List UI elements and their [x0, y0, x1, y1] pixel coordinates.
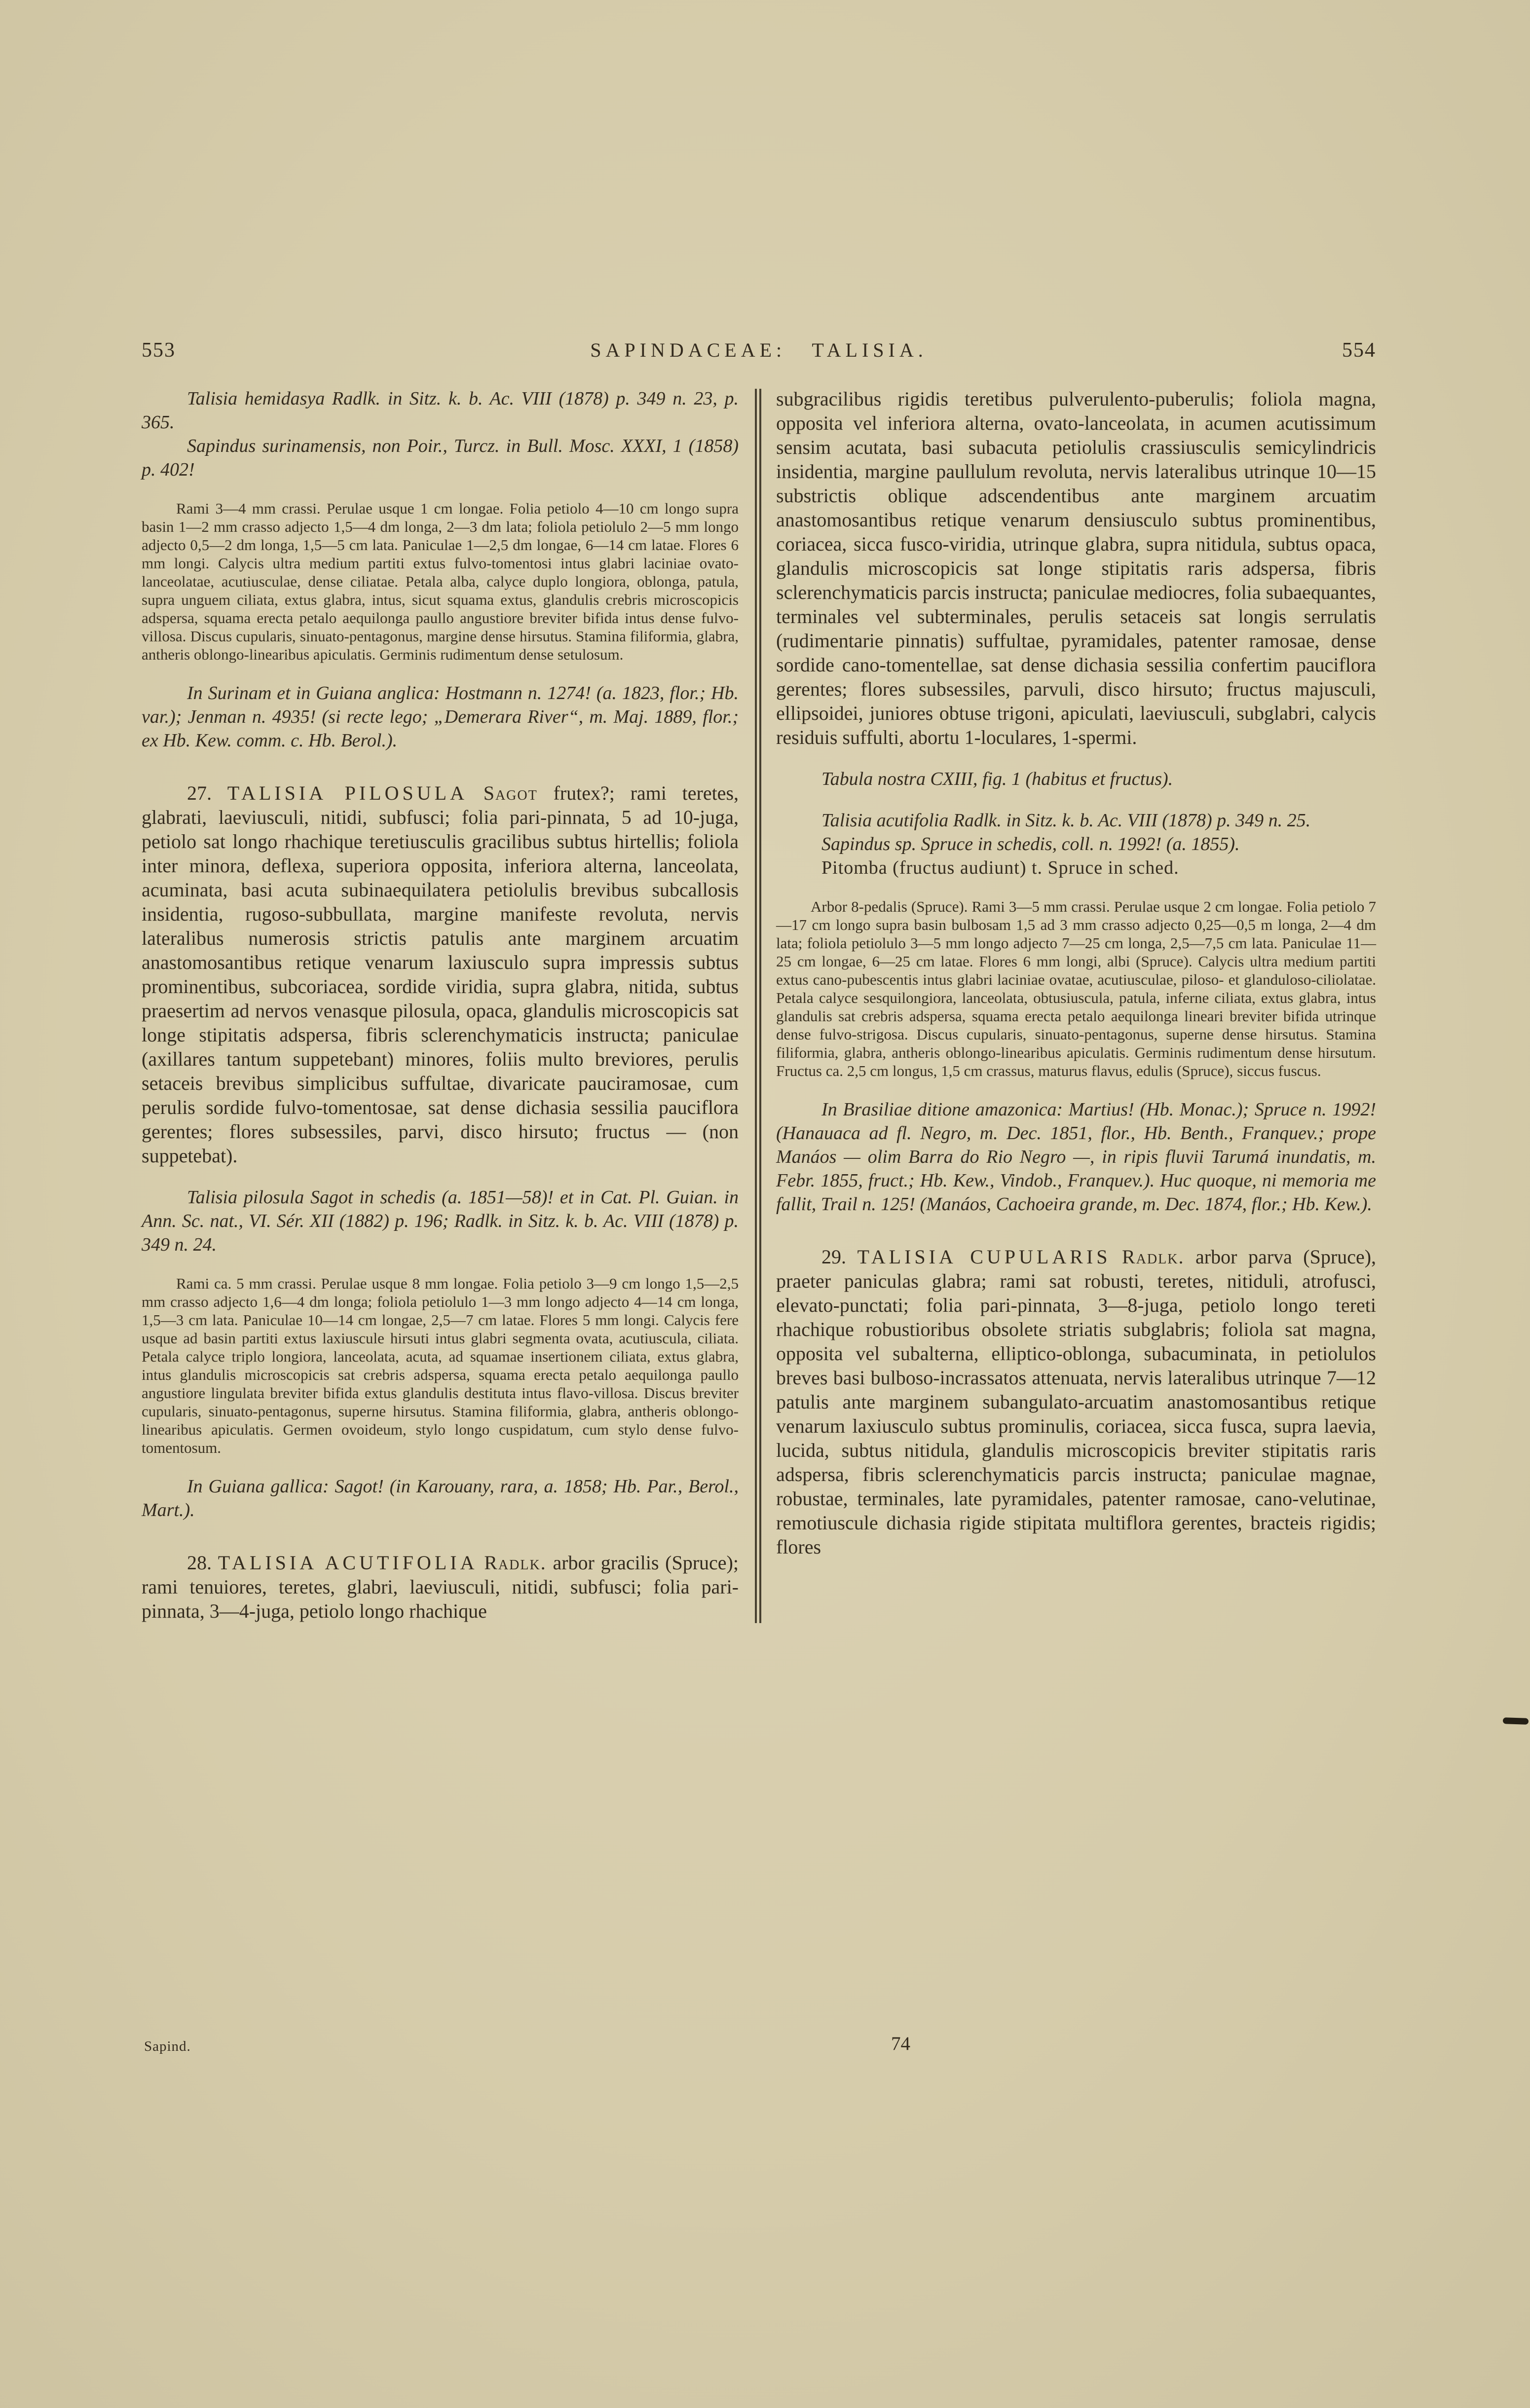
scan-artifact-mark — [1503, 1717, 1529, 1725]
species-entry-28-talisia-acutifolia — [142, 1551, 739, 1623]
species-28-diagnosis-start: arbor gracilis (Spruce); rami tenuiores, teretes, glabri, laeviusculi, nitidi, subfusci; folia pari-pinnata, 3—4-juga, petiolo longo rhachique — [142, 1552, 739, 1622]
printer-signature: Sapind. — [144, 2038, 191, 2054]
species-28-name: TALISIA ACUTIFOLIA — [218, 1552, 478, 1574]
species-27-number: 27. — [187, 782, 212, 804]
species-29-number: 29. — [821, 1246, 846, 1268]
text-block — [142, 387, 1376, 1623]
synonymy-sapindus-surinamensis: Sapindus surinamensis, non Poir., Turcz. in Bull. Mosc. XXXI, 1 (1858) p. 402! — [142, 436, 739, 480]
species-29-name: TALISIA CUPULARIS — [857, 1246, 1111, 1268]
distribution-talisia-acutifolia: In Brasiliae ditione amazonica: Martius! (Hb. Monac.); Spruce n. 1992! (Hanauaca ad fl. Negro, m. Dec. 1851, flor., Hb. Benth., Franquev.; prope Manáos — olim Barra do Rio Negro —, in ripis fluvii Tarumá inundatis, m. Febr. 1855, fruct.; Hb. Kew., Vindob., Franquev.). Huc quoque, ni memoria me fallit, Trail n. 125! (Manáos, Cachoeira grande, m. Dec. 1874, flor.; Hb. Kew.). — [776, 1099, 1376, 1215]
species-29-diagnosis: arbor parva (Spruce), praeter paniculas glabra; rami sat robusti, teretes, nitiduli, atrofusci, elevato-punctati; folia pari-pinnata, 3—8-juga, petiolo longo tereti rhachique robustioribus obsolete striatis subglabris; foliola sat magna, opposita vel subalterna, elliptico-oblonga, subacuminata, in petiolulos breves basi bulboso-incrassatos attenuata, nervis lateralibus utrinque 7—12 patulis ante marginem subangulato-arcuatim anastomosantibus retique venarum laxiusculo subtus prominulis, coriacea, sicca fusca, supra laevia, lucida, subtus nitidula, glandulis microscopicis breviter stipitatis raris adspersa, fibris sclerenchymaticis parcis instructa; paniculae magnae, robustae, terminales, late pyramidales, patenter ramosae, cano-velutinae, remotiuscule dichasia rigide stipitata multiflora gerentes, bracteis rigidis; flores — [776, 1246, 1377, 1558]
column-divider-double-rule — [755, 389, 761, 1623]
species-27-name: TALISIA PILOSULA — [227, 782, 468, 804]
description-talisia-pilosula: Rami ca. 5 mm crassi. Perulae usque 8 mm longae. Folia petiolo 3—9 cm longo 1,5—2,5 mm crasso adjecto 1,6—4 dm longa; foliola petiolulo 1—3 mm longo adjecto 4—14 cm longa, 1,5—3 cm lata. Paniculae 10—14 cm longae, 2,5—7 cm latae. Flores 5 mm longi. Calycis fere usque ad basin partiti extus laxiuscule hirsuti intus glabri segmenta ovata, acutiuscula, ciliata. Petala calyce triplo longiora, lanceolata, acuta, ad squamae insertionem ciliata, extus glabra, intus glandulis microscopicis sat crebris adspersa, squama erecta petalo aequilonga paullo angustiore lingulata breviter bifida extus glandulis destituta intus flavo-villosa. Discus breviter cupularis, sinuato-pentagonus, superne hirsutus. Stamina filiformia, glabra, antheris oblongo-linearibus apiculatis. Germen ovoideum, stylo longo cuspidatum, cum stylo dense fulvo-tomentosum. — [142, 1275, 739, 1456]
species-27-diagnosis: frutex?; rami teretes, glabrati, laeviusculi, nitidi, subfusci; folia pari-pinnata, 5 ad 10-juga, petiolo sat longo rhachique teretiusculis gracilibus subtus hirtellis; foliola inter minora, deflexa, superiora opposita, inferiora alterna, lanceolata, acuminata, basi acuta subinaequilatera petiolulis brevibus subcallosis insidentia, rugoso-subbullata, margine manifeste revoluta, nervis lateralibus numerosis strictis patulis ante marginem arcuatim anastomosantibus retique venarum laxiusculo supra impressis subtus prominentibus, subcoriacea, sordide viridia, supra glabra, nitida, subtus praesertim ad nervos venasque pilosula, opaca, glandulis microscopicis sat longe stipitatis adspersa, fibris sclerenchymaticis instructa; paniculae (axillares tantum suppetebant) minores, foliis multo breviores, perulis setaceis brevibus simplicibus suffultae, divaricate pauciramosae, cum perulis sordide fulvo-tomentosae, sat dense dichasia sessilia pauciflora gerentes; flores subsessiles, parvi, disco hirsuto; fructus — (non suppetebat). — [142, 782, 739, 1167]
species-27-author: Sagot — [483, 782, 538, 804]
left-column — [142, 387, 739, 1623]
column-number-left: 553 — [142, 339, 176, 362]
species-entry-29-talisia-cupularis — [776, 1245, 1376, 1559]
distribution-talisia-pilosula: In Guiana gallica: Sagot! (in Karouany, rara, a. 1858; Hb. Par., Berol., Mart.). — [142, 1476, 739, 1520]
species-28-diagnosis-continued: subgracilibus rigidis teretibus pulverulento-puberulis; foliola magna, opposita vel inferiora alterna, ovato-lanceolata, in acumen acutissimum sensim acutata, basi subacuta petiolulis crassiusculis semicylindricis insidentia, margine paullulum revoluta, nervis lateralibus utrinque 10—15 substrictis oblique adscendentibus ante marginem arcuatim anastomosantibus retique venarum densiusculo subtus prominentibus, coriacea, sicca fusco-viridia, utrinque glabra, supra nitidula, subtus opaca, glandulis microscopicis sat longe stipitatis raris adspersa, fibris sclerenchymaticis parcis instructa; paniculae mediocres, folia subaequantes, terminales vel subterminales, perulis setaceis sat longis serrulatis (rudimentarie pinnatis) suffultae, pyramidales, patenter ramosae, dense sordide cano-tomentellae, sat dense dichasia sessilia confertim pauciflora gerentes; flores subsessiles, parvuli, disco hirsuto; fructus majusculi, ellipsoidei, juniores obtuse trigoni, apiculati, laeviusculi, subglabri, calycis residuis suffulti, abortu 1-loculares, 1-spermi. — [776, 388, 1376, 748]
synonymy-talisia-hemidasya: Talisia hemidasya Radlk. in Sitz. k. b. Ac. VIII (1878) p. 349 n. 23, p. 365. — [142, 388, 739, 433]
running-head — [142, 338, 1376, 362]
right-column — [776, 387, 1376, 1623]
species-28-author: Radlk. — [484, 1552, 547, 1574]
column-number-right: 554 — [1342, 339, 1376, 362]
description-talisia-acutifolia: Arbor 8-pedalis (Spruce). Rami 3—5 mm crassi. Perulae usque 2 cm longae. Folia petiolo 7—17 cm longo supra basin bulbosam 1,5 ad 3 mm crasso adjecto 0,25—0,5 m longa, 2—4 dm lata; foliola petiolulo 3—5 mm longo adjecto 7—25 cm longa, 2,5—7,5 cm lata. Paniculae 11—25 cm longae, 6—25 cm latae. Flores 6 mm longi, albi (Spruce). Calycis ultra medium partiti extus cano-pubescentis intus glabri laciniae ovatae, acutiusculae, piloso- et glanduloso-ciliolatae. Petala calyce sesquilongiora, lanceolata, obtusiuscula, patula, inferne ciliata, extus glabra, intus glandulis sat crebris adspersa, squama erecta petalo aequilonga lineari breviter bifida utrinque dense fulvo-strigosa. Discus cupularis, sinuato-pentagonus, superne dense hirsutus. Stamina filiformia, glabra, antheris oblongo-linearibus apiculatis. Germinis rudimentum dense hirsutum. Fructus ca. 2,5 cm longus, 1,5 cm crassus, maturus flavus, edulis (Spruce), siccus fuscus. — [776, 898, 1376, 1079]
synonymy-talisia-pilosula: Talisia pilosula Sagot in schedis (a. 1851—58)! et in Cat. Pl. Guian. in Ann. Sc. nat., VI. Sér. XII (1882) p. 196; Radlk. in Sitz. k. b. Ac. VIII (1878) p. 349 n. 24. — [142, 1187, 739, 1255]
species-28-number: 28. — [187, 1552, 212, 1574]
running-title: SAPINDACEAE: TALISIA. — [590, 339, 928, 361]
synonymy-talisia-acutifolia: Talisia acutifolia Radlk. in Sitz. k. b. Ac. VIII (1878) p. 349 n. 25. — [821, 810, 1311, 831]
species-29-author: Radlk. — [1122, 1246, 1185, 1268]
sheet-number: 74 — [891, 2033, 910, 2054]
description-talisia-hemidasya: Rami 3—4 mm crassi. Perulae usque 1 cm longae. Folia petiolo 4—10 cm longo supra basin 1—2 mm crasso adjecto 1,5—4 dm longa, 2—3 dm lata; foliola petiolulo 2—5 mm longo adjecto 0,5—2 dm longa, 1,5—5 cm lata. Paniculae 1—2,5 dm longae, 6—14 cm latae. Flores 6 mm longi. Calycis ultra medium partiti extus fulvo-tomentosi intus glabri laciniae ovato-lanceolatae, acutiusculae, dense ciliatae. Petala alba, calyce duplo longiora, oblonga, patula, supra unguem ciliata, extus glabra, intus, sicut squama extus, glandulis crebris microscopicis adspersa, squama erecta petalo aequilonga paullo angustiore breviter bifida intus dense fulvo-villosa. Discus cupularis, sinuato-pentagonus, margine dense hirsutus. Stamina filiformia, glabra, antheris oblongo-linearibus apiculatis. Germinis rudimentum dense setulosum. — [142, 500, 739, 663]
distribution-talisia-hemidasya: In Surinam et in Guiana anglica: Hostmann n. 1274! (a. 1823, flor.; Hb. var.); Jenman n. 4935! (si recte lego; „Demerara River“, m. Maj. 1889, flor.; ex Hb. Kew. comm. c. Hb. Berol.). — [142, 683, 739, 751]
synonymy-sapindus-sp: Sapindus sp. Spruce in schedis, coll. n. 1992! (a. 1855). — [821, 834, 1240, 854]
tabula-reference: Tabula nostra CXIII, fig. 1 (habitus et fructus). — [821, 769, 1173, 789]
species-entry-27-talisia-pilosula — [142, 781, 739, 1168]
vernacular-name-pitomba: Pitomba (fructus audiunt) t. Spruce in sched. — [821, 857, 1179, 878]
